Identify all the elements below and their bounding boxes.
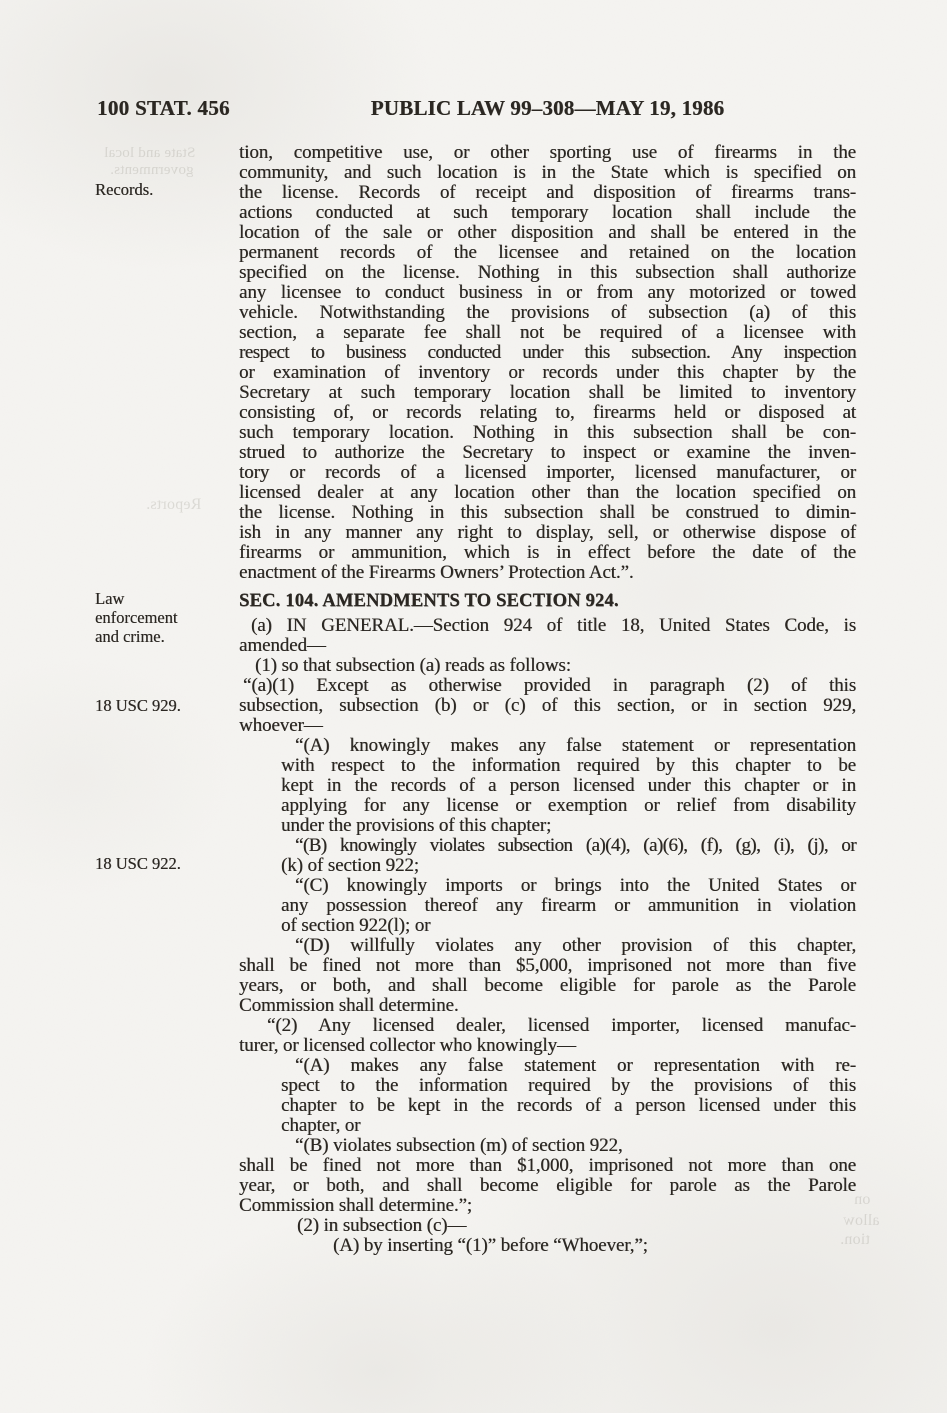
margin-note-line: enforcement [95, 608, 178, 627]
text-line: respect to business conducted under this subsection. Any inspection [239, 342, 856, 363]
text-line: chapter, or [281, 1115, 361, 1136]
text-line: “(2) Any licensed dealer, licensed importer, licensed manufac- [267, 1015, 856, 1036]
text-line: section, a separate fee shall not be required of a licensee with [239, 322, 856, 343]
bleedthrough-text: governments. [110, 162, 194, 178]
text-line: with respect to the information required by this chapter to be [281, 755, 856, 776]
text-line: Secretary at such temporary location shall be limited to inventory [239, 382, 856, 403]
text-line: years, or both, and shall become eligible for parole as the Parole [239, 975, 856, 996]
text-line: subsection, subsection (b) or (c) of this section, or in section 929, [239, 695, 856, 716]
text-line: Commission shall determine.”; [239, 1195, 472, 1216]
text-line: firearms or ammunition, which is in effect before the date of the [239, 542, 856, 563]
text-line: (1) so that subsection (a) reads as follows: [255, 655, 571, 676]
text-line: Commission shall determine. [239, 995, 459, 1016]
margin-note-line: Law [95, 589, 125, 608]
text-line: licensed dealer at any location other than the location specified on [239, 482, 856, 503]
page-law-title: PUBLIC LAW 99–308—MAY 19, 1986 [370, 96, 725, 120]
text-line: “(a)(1) Except as otherwise provided in paragraph (2) of this [243, 675, 856, 696]
margin-note-line: Records. [95, 180, 154, 199]
bleedthrough-text: State and local [104, 145, 196, 161]
margin-note [95, 589, 233, 646]
text-line: permanent records of the licensee and retained on the location [239, 242, 856, 263]
text-line: “(B) knowingly violates subsection (a)(4), (a)(6), (f), (g), (i), (j), or [295, 835, 856, 856]
body-column [239, 143, 856, 1256]
text-line: the license. Records of receipt and disposition of firearms trans- [239, 182, 856, 203]
text-line: turer, or licensed collector who knowingly— [239, 1035, 576, 1056]
text-line: “(A) knowingly makes any false statement or representation [295, 735, 856, 756]
text-line: specified on the license. Nothing in this subsection shall authorize [239, 262, 856, 283]
text-line: vehicle. Notwithstanding the provisions of subsection (a) of this [239, 302, 856, 323]
margin-note-line: 18 USC 929. [95, 696, 181, 715]
text-line: kept in the records of a person licensed under this chapter or in [281, 775, 856, 796]
text-line: such temporary location. Nothing in this subsection shall be con- [239, 422, 856, 443]
text-line: community, and such location is in the State which is specified on [239, 162, 856, 183]
text-line: chapter to be kept in the records of a person licensed under this [281, 1095, 856, 1116]
margin-note-line: and crime. [95, 627, 165, 646]
bleedthrough-text: Reports. [146, 496, 202, 513]
text-line: under the provisions of this chapter; [281, 815, 552, 836]
text-line: actions conducted at such temporary location shall include the [239, 202, 856, 223]
text-line: spect to the information required by the provisions of this [281, 1075, 856, 1096]
section-heading: SEC. 104. AMENDMENTS TO SECTION 924. [239, 591, 619, 611]
margin-note-line: 18 USC 922. [95, 854, 181, 873]
text-line: any licensee to conduct business in or from any motorized or towed [239, 282, 856, 303]
text-line: strued to authorize the Secretary to inspect or examine the inven- [239, 442, 856, 463]
text-line: tion, competitive use, or other sporting use of firearms in the [239, 142, 856, 163]
text-line: “(A) makes any false statement or representation with re- [295, 1055, 856, 1076]
text-line: shall be fined not more than $1,000, imprisoned not more than one [239, 1155, 856, 1176]
text-line: (2) in subsection (c)— [297, 1215, 467, 1236]
text-line: year, or both, and shall become eligible for parole as the Parole [239, 1175, 856, 1196]
text-line: (A) by inserting “(1)” before “Whoever,”; [333, 1235, 648, 1256]
text-line: (a) IN GENERAL.—Section 924 of title 18, United States Code, is [251, 615, 856, 636]
text-line: shall be fined not more than $5,000, imprisoned not more than five [239, 955, 856, 976]
text-line: amended— [239, 635, 326, 656]
text-line: enactment of the Firearms Owners’ Protection Act.”. [239, 562, 634, 583]
text-line: “(D) willfully violates any other provision of this chapter, [295, 935, 856, 956]
margin-note [95, 180, 233, 199]
text-line: “(C) knowingly imports or brings into the United States or [295, 875, 856, 896]
text-line: whoever— [239, 715, 323, 736]
text-line: any possession thereof any firearm or ammunition in violation [281, 895, 856, 916]
text-line: location of the sale or other disposition and shall be entered in the [239, 222, 856, 243]
margin-note [95, 854, 233, 873]
bleedthrough-text: tion. [840, 1231, 870, 1248]
text-line: the license. Nothing in this subsection shall be construed to dimin- [239, 502, 856, 523]
margin-note [95, 696, 233, 715]
text-line: “(B) violates subsection (m) of section 922, [295, 1135, 623, 1156]
text-line: tory or records of a licensed importer, licensed manufacturer, or [239, 462, 856, 483]
text-line: or examination of inventory or records under this chapter by the [239, 362, 856, 383]
bleedthrough-text: allow [843, 1212, 880, 1229]
text-line: (k) of section 922; [281, 855, 419, 876]
bleedthrough-text: on [854, 1191, 871, 1208]
text-line: applying for any license or exemption or relief from disability [281, 795, 856, 816]
page-stat-number: 100 STAT. 456 [97, 96, 230, 120]
text-line: of section 922(l); or [281, 915, 431, 936]
text-line: consisting of, or records relating to, firearms held or disposed at [239, 402, 856, 423]
text-line: ish in any manner any right to display, sell, or otherwise dispose of [239, 522, 856, 543]
